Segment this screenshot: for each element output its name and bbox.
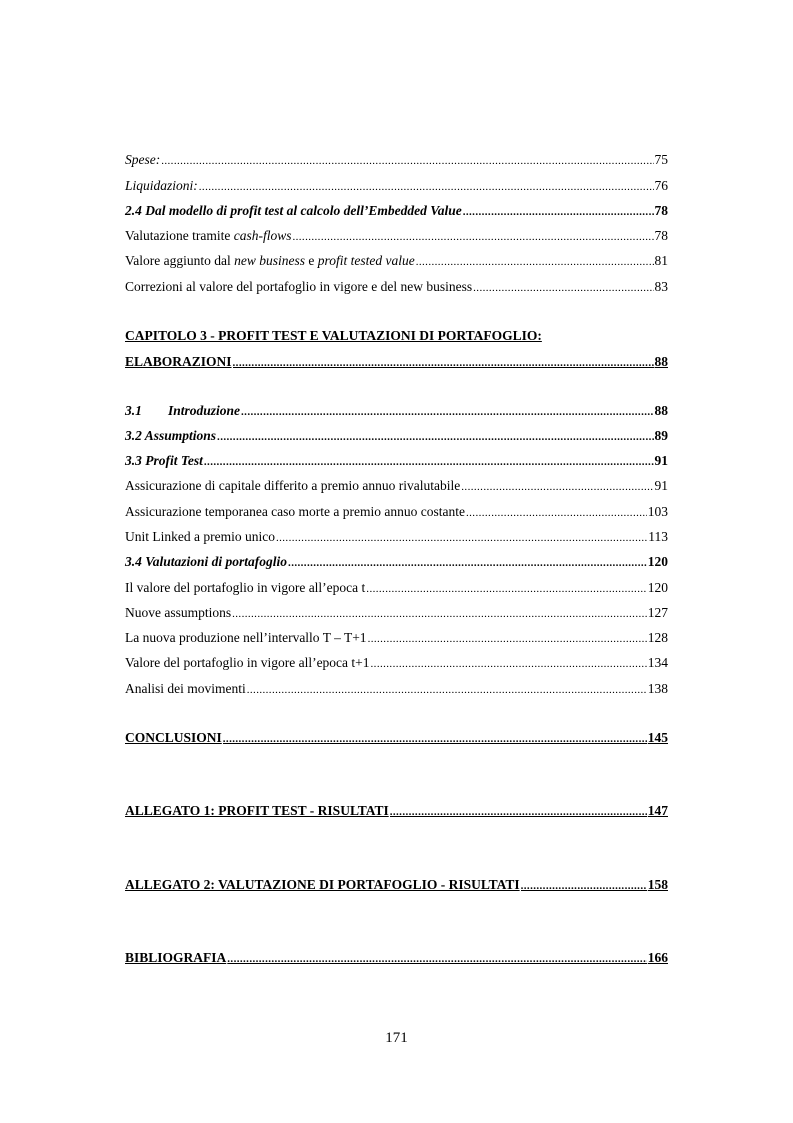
toc-entry-label: 2.4 Dal modello di profit test al calcolo dell’Embedded Value xyxy=(125,203,462,218)
toc-section-2-4[interactable] xyxy=(125,201,668,221)
toc-entry-label: ALLEGATO 2: VALUTAZIONE DI PORTAFOGLIO - RISULTATI xyxy=(125,877,520,892)
leader-dots xyxy=(247,680,647,700)
toc-entry-temporanea[interactable] xyxy=(125,502,668,522)
toc-entry-label: 3.4 Valutazioni di portafoglio xyxy=(125,554,288,569)
toc-entry-label: La nuova produzione nell’intervallo T – T+1 xyxy=(125,630,367,645)
toc-entry-label: Analisi dei movimenti xyxy=(125,681,246,696)
toc-entry-unit-linked[interactable] xyxy=(125,527,668,547)
toc-section-3-4[interactable] xyxy=(125,552,668,572)
toc-entry-page: 128 xyxy=(647,630,668,645)
toc-entry-page: 76 xyxy=(654,178,668,193)
leader-dots xyxy=(227,949,646,969)
leader-dots xyxy=(461,477,653,497)
toc-entry-capitale-differito[interactable] xyxy=(125,476,668,496)
toc-entry-page: 83 xyxy=(654,279,668,294)
toc-entry-valore-portafoglio-t[interactable] xyxy=(125,578,668,598)
leader-dots xyxy=(217,427,653,447)
toc-section-3-2[interactable] xyxy=(125,426,668,446)
toc-entry-valore-portafoglio-t1[interactable] xyxy=(125,653,668,673)
toc-entry-page: 158 xyxy=(647,877,668,892)
leader-dots xyxy=(366,579,646,599)
toc-entry-label: Correzioni al valore del portafoglio in vigore e del new business xyxy=(125,279,473,294)
leader-dots xyxy=(416,252,654,272)
toc-entry-page: 120 xyxy=(647,580,668,595)
toc-entry-page: 75 xyxy=(654,152,668,167)
toc-entry-valore-aggiunto[interactable] xyxy=(125,251,668,271)
toc-section-3-3[interactable] xyxy=(125,451,668,471)
toc-allegato-2[interactable] xyxy=(125,875,668,895)
leader-dots xyxy=(233,353,654,373)
toc-entry-label: Assicurazione temporanea caso morte a premio annuo costante xyxy=(125,504,465,519)
toc-entry-label: 3.3 Profit Test xyxy=(125,453,203,468)
toc-entry-label: 3.1 Introduzione xyxy=(125,403,241,418)
toc-entry-page: 81 xyxy=(654,253,668,268)
toc-section-3-1[interactable] xyxy=(125,401,668,421)
toc-entry-label: CONCLUSIONI xyxy=(125,730,222,745)
toc-entry-label: Unit Linked a premio unico xyxy=(125,529,275,544)
toc-entry-label: Spese: xyxy=(125,152,161,167)
leader-dots xyxy=(199,177,654,197)
leader-dots xyxy=(473,278,653,298)
toc-entry-page: 134 xyxy=(647,655,668,670)
toc-entry-analisi-movimenti[interactable] xyxy=(125,679,668,699)
leader-dots xyxy=(521,876,647,896)
toc-entry-page: 89 xyxy=(654,428,668,443)
toc-entry-correzioni[interactable] xyxy=(125,277,668,297)
leader-dots xyxy=(390,802,647,822)
toc-entry-liquidazioni[interactable] xyxy=(125,176,668,196)
toc-entry-page: 88 xyxy=(654,354,668,369)
leader-dots xyxy=(232,604,647,624)
toc-entry-label: ALLEGATO 1: PROFIT TEST - RISULTATI xyxy=(125,803,389,818)
toc-entry-label: Valore del portafoglio in vigore all’epoca t+1 xyxy=(125,655,370,670)
chapter-3-title-line1[interactable]: CAPITOLO 3 - PROFIT TEST E VALUTAZIONI DI PORTAFOGLIO: xyxy=(125,328,542,343)
toc-entry-label: Il valore del portafoglio in vigore all’epoca t xyxy=(125,580,366,595)
toc-entry-page: 78 xyxy=(654,228,668,243)
toc-entry-label: Nuove assumptions xyxy=(125,605,232,620)
toc-entry-page: 166 xyxy=(647,950,668,965)
toc-entry-page: 78 xyxy=(654,203,668,218)
toc-entry-page: 91 xyxy=(654,453,668,468)
toc-entry-page: 91 xyxy=(654,478,668,493)
toc-entry-label: Valore aggiunto dal new business e profit tested value xyxy=(125,253,415,268)
toc-entry-label: Liquidazioni: xyxy=(125,178,198,193)
leader-dots xyxy=(368,629,647,649)
toc-entry-page: 103 xyxy=(647,504,668,519)
toc-entry-label: Assicurazione di capitale differito a premio annuo rivalutabile xyxy=(125,478,461,493)
toc-entry-page: 138 xyxy=(647,681,668,696)
toc-entry-label: BIBLIOGRAFIA xyxy=(125,950,227,965)
toc-entry-spese[interactable] xyxy=(125,150,668,170)
toc-entry-page: 145 xyxy=(647,730,668,745)
leader-dots xyxy=(161,151,653,171)
toc-conclusioni[interactable] xyxy=(125,728,668,748)
toc-entry-nuove-assumptions[interactable] xyxy=(125,603,668,623)
toc-entry-page: 88 xyxy=(654,403,668,418)
toc-entry-label: ELABORAZIONI xyxy=(125,354,232,369)
toc-entry-page: 127 xyxy=(647,605,668,620)
leader-dots xyxy=(223,729,647,749)
leader-dots xyxy=(466,503,647,523)
toc-entry-nuova-produzione[interactable] xyxy=(125,628,668,648)
toc-entry-label: 3.2 Assumptions xyxy=(125,428,217,443)
toc-entry-page: 120 xyxy=(647,554,668,569)
leader-dots xyxy=(288,553,647,573)
toc-bibliografia[interactable] xyxy=(125,948,668,968)
toc-entry-label: Valutazione tramite cash-flows xyxy=(125,228,292,243)
leader-dots xyxy=(204,452,654,472)
toc-entry-page: 113 xyxy=(648,529,668,544)
toc-allegato-1[interactable] xyxy=(125,801,668,821)
leader-dots xyxy=(463,202,654,222)
leader-dots xyxy=(241,402,653,422)
leader-dots xyxy=(371,654,647,674)
leader-dots xyxy=(292,227,653,247)
page-number: 171 xyxy=(385,1030,408,1046)
leader-dots xyxy=(276,528,647,548)
chapter-3-title-line2[interactable] xyxy=(125,352,668,372)
toc-entry-cash-flows[interactable] xyxy=(125,226,668,246)
toc-entry-page: 147 xyxy=(647,803,668,818)
